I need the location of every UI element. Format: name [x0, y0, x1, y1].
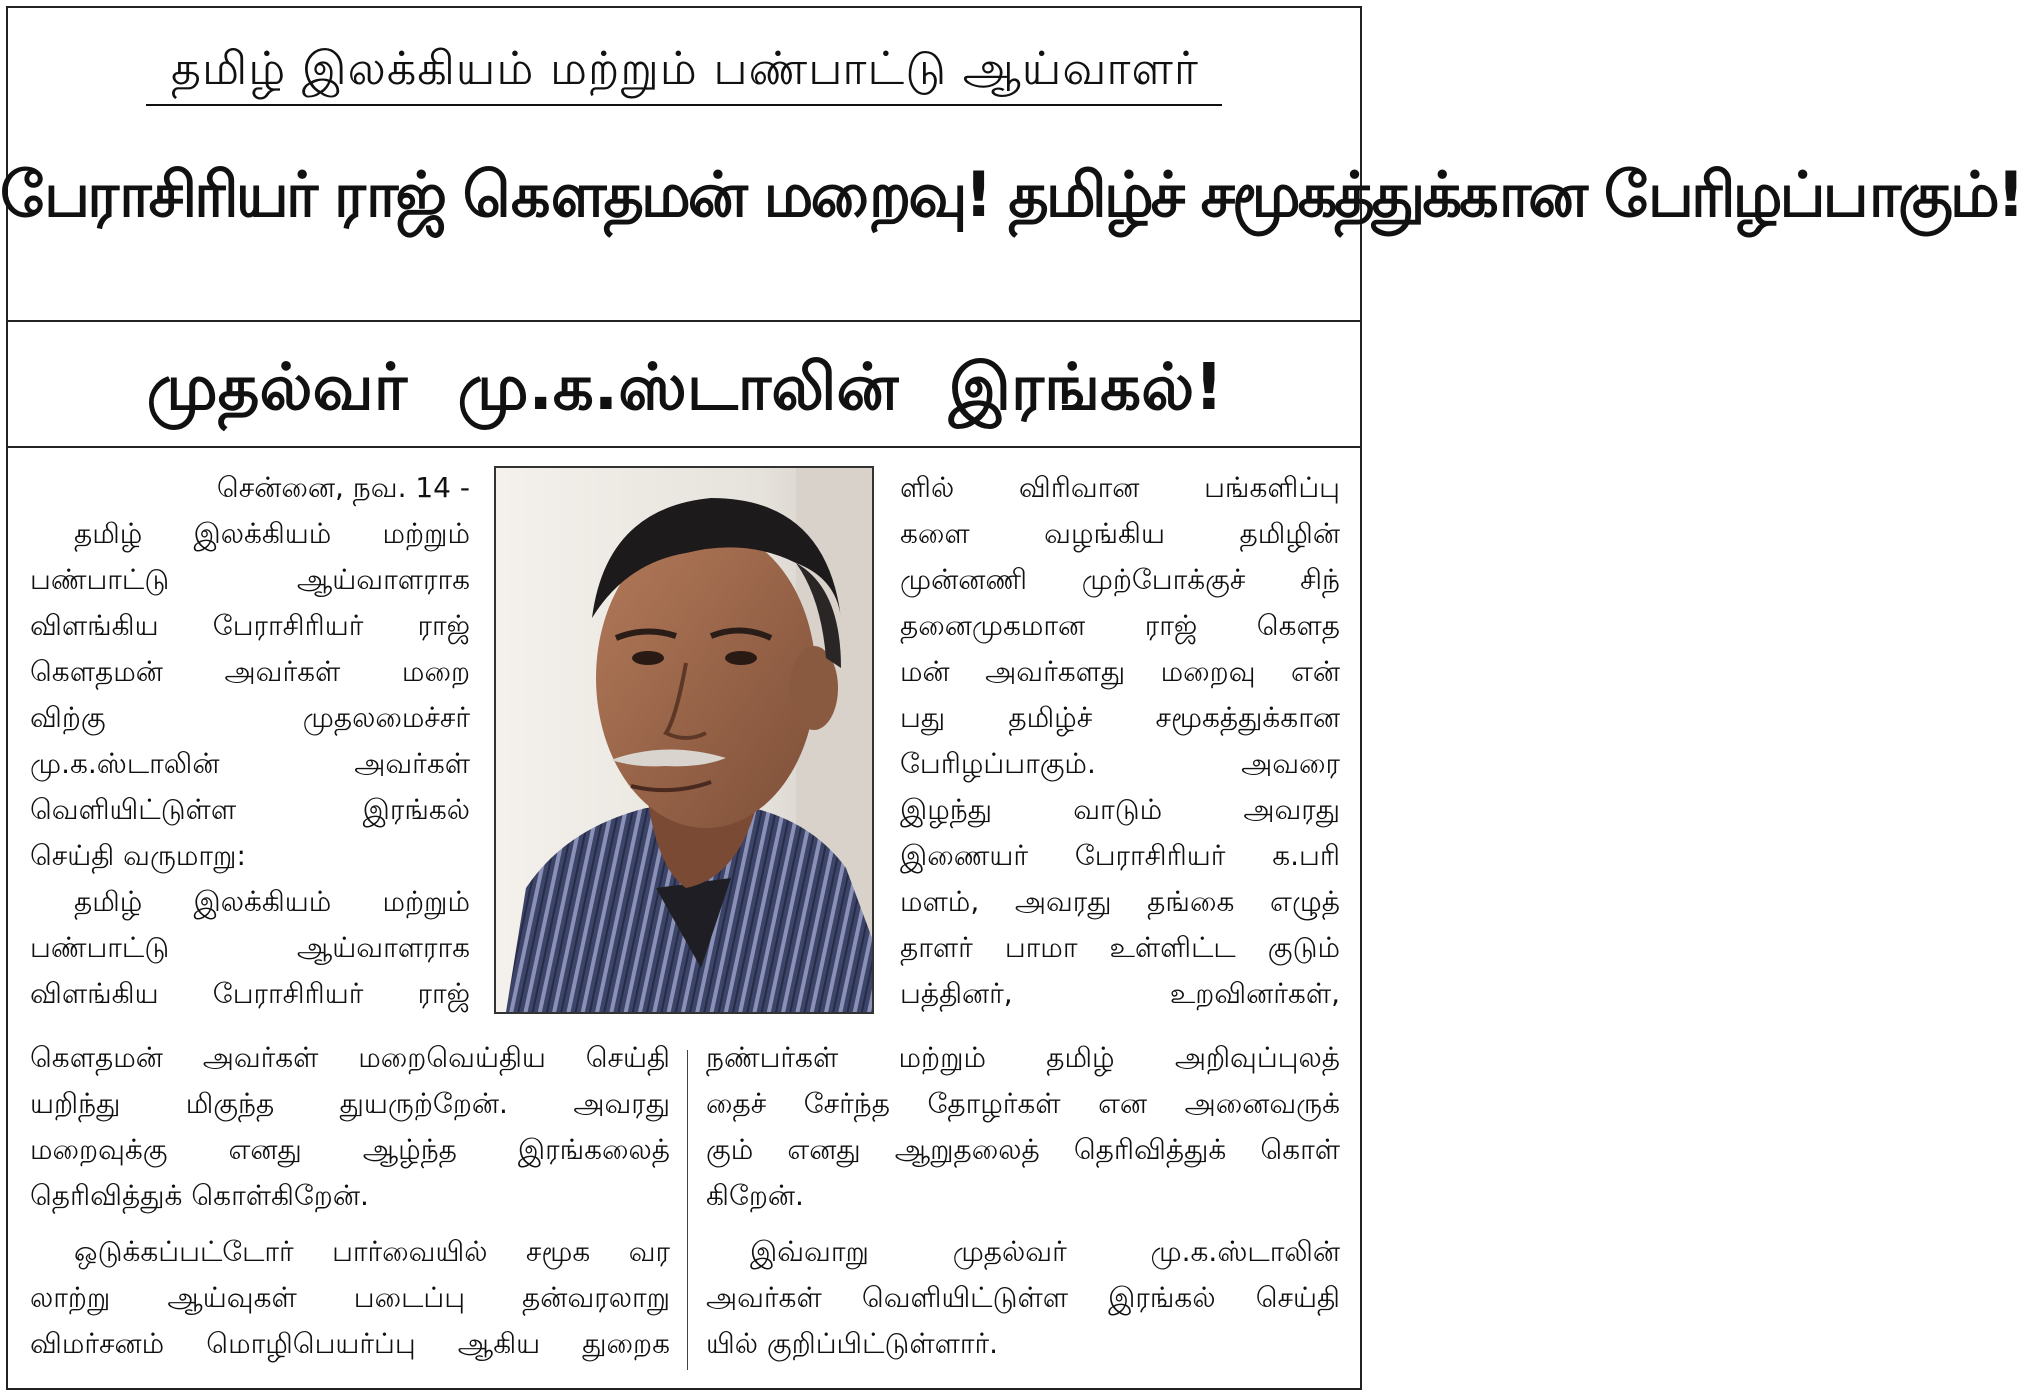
- body-line: இணையர் பேராசிரியர் க.பரி: [900, 839, 1340, 872]
- headline: பேராசிரியர் ராஜ் கௌதமன் மறைவு! தமிழ்ச் சமூகத்துக்கான பேரிழப்பாகும்!: [0, 158, 2022, 231]
- body-line: செய்தி வருமாறு:: [30, 839, 246, 872]
- body-line: பண்பாட்டு ஆய்வாளராக: [30, 931, 470, 964]
- body-line: கிறேன்.: [706, 1179, 804, 1212]
- body-line: இழந்து வாடும் அவரது: [900, 793, 1340, 826]
- body-line: அவர்கள் வெளியிட்டுள்ள இரங்கல் செய்தி: [706, 1281, 1340, 1314]
- body-line: தமிழ் இலக்கியம் மற்றும்: [74, 885, 470, 918]
- body-line: தெரிவித்துக் கொள்கிறேன்.: [30, 1179, 369, 1212]
- body-line: லாற்று ஆய்வுகள் படைப்பு தன்வரலாறு: [30, 1281, 670, 1314]
- body-line: விமர்சனம் மொழிபெயர்ப்பு ஆகிய துறைக: [30, 1327, 670, 1360]
- body-line: சென்னை, நவ. 14 -: [216, 471, 470, 504]
- body-line: முன்னணி முற்போக்குச் சிந்: [900, 563, 1340, 596]
- body-line: தனைமுகமான ராஜ் கௌத: [900, 609, 1340, 642]
- kicker: தமிழ் இலக்கியம் மற்றும் பண்பாட்டு ஆய்வாளர்: [171, 41, 1199, 95]
- body-line: களை வழங்கிய தமிழின்: [900, 517, 1340, 550]
- body-line: பேரிழப்பாகும். அவரை: [900, 747, 1340, 780]
- body-line: ளில் விரிவான பங்களிப்பு: [900, 471, 1340, 504]
- kicker-underline: [146, 104, 1222, 106]
- body-line: பண்பாட்டு ஆய்வாளராக: [30, 563, 470, 596]
- body-line: விற்கு முதலமைச்சர்: [30, 701, 470, 734]
- body-line: வெளியிட்டுள்ள இரங்கல்: [30, 793, 470, 826]
- body-line: தைச் சேர்ந்த தோழர்கள் என அனைவருக்: [706, 1087, 1340, 1120]
- body-line: பத்தினர், உறவினர்கள்,: [900, 977, 1340, 1010]
- body-line: கௌதமன் அவர்கள் மறை: [30, 655, 470, 688]
- body-line: விளங்கிய பேராசிரியர் ராஜ்: [30, 977, 470, 1010]
- body-line: மு.க.ஸ்டாலின் அவர்கள்: [30, 747, 470, 780]
- body-line: விளங்கிய பேராசிரியர் ராஜ்: [30, 609, 470, 642]
- body-line: கும் எனது ஆறுதலைத் தெரிவித்துக் கொள்: [706, 1133, 1340, 1166]
- body-line: மறைவுக்கு எனது ஆழ்ந்த இரங்கலைத்: [30, 1133, 670, 1166]
- portrait-photo: [494, 466, 874, 1014]
- body-line: மளம், அவரது தங்கை எழுத்: [900, 885, 1340, 918]
- body-line: கௌதமன் அவர்கள் மறைவெய்திய செய்தி: [30, 1041, 670, 1074]
- section-divider-bottom: [6, 446, 1362, 448]
- subhead: முதல்வர் மு.க.ஸ்டாலின் இரங்கல்!: [146, 351, 1224, 425]
- body-line: பது தமிழ்ச் சமூகத்துக்கான: [900, 701, 1340, 734]
- section-divider-top: [6, 320, 1362, 322]
- body-line: தமிழ் இலக்கியம் மற்றும்: [74, 517, 470, 550]
- body-line: ஒடுக்கப்பட்டோர் பார்வையில் சமூக வர: [74, 1235, 670, 1268]
- body-line: தாளர் பாமா உள்ளிட்ட குடும்: [900, 931, 1340, 964]
- body-line: யறிந்து மிகுந்த துயருற்றேன். அவரது: [30, 1087, 670, 1120]
- body-line: நண்பர்கள் மற்றும் தமிழ் அறிவுப்புலத்: [706, 1041, 1340, 1074]
- column-divider: [687, 1050, 688, 1370]
- body-line: மன் அவர்களது மறைவு என்: [900, 655, 1340, 688]
- body-line: இவ்வாறு முதல்வர் மு.க.ஸ்டாலின்: [750, 1235, 1340, 1268]
- body-line: யில் குறிப்பிட்டுள்ளார்.: [706, 1327, 999, 1360]
